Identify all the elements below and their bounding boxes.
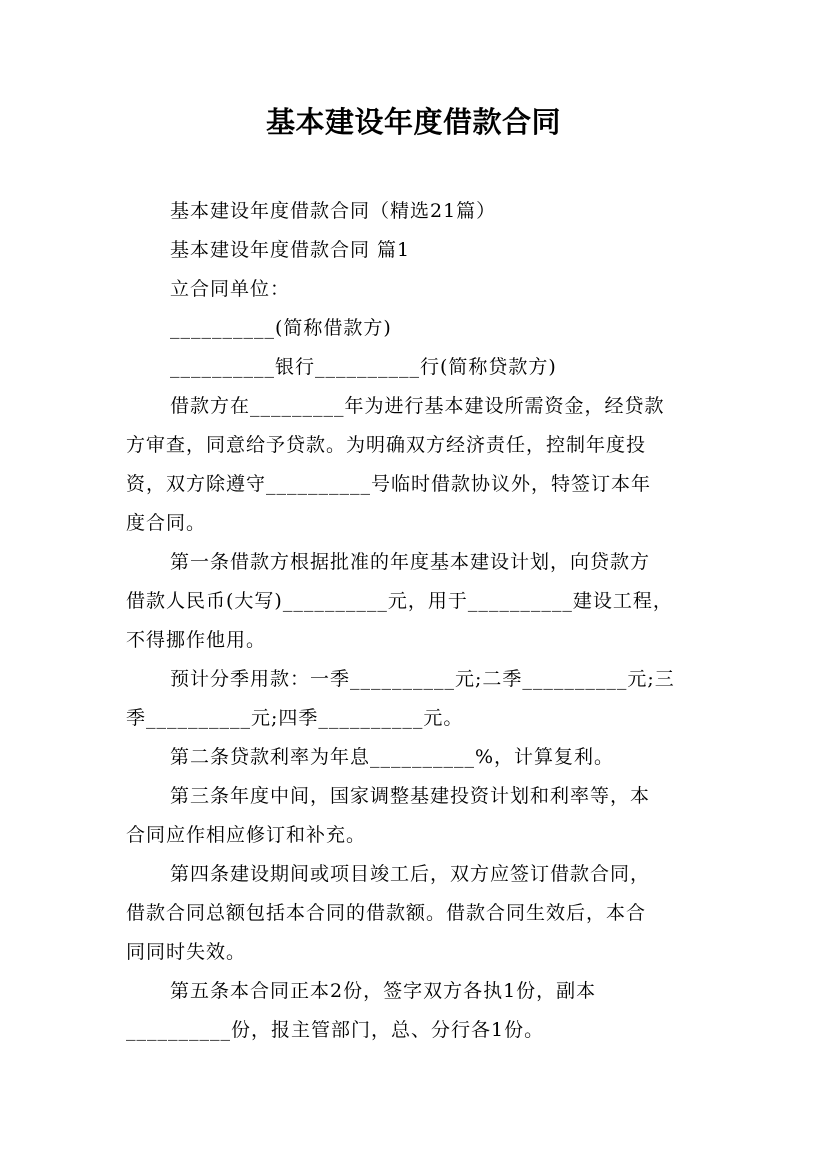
paragraph-line: 度合同。 (126, 512, 207, 534)
article-4-line: 借款合同总额包括本合同的借款额。借款合同生效后，本合 (126, 902, 647, 924)
document-title: 基本建设年度借款合同 (265, 105, 561, 139)
article-1-line: 第一条借款方根据批准的年度基本建设计划，向贷款方 (170, 551, 651, 573)
parties-label: 立合同单位： (170, 278, 291, 300)
lender-blank: __________银行__________行(简称贷款方) (170, 356, 557, 378)
article-4-line: 第四条建设期间或项目竣工后，双方应签订借款合同， (170, 863, 651, 885)
article-1-line: 不得挪作他用。 (126, 629, 267, 651)
article-5-line: 第五条本合同正本2份，签字双方各执1份，副本 (170, 980, 597, 1002)
article-3-line: 合同应作相应修订和补充。 (126, 824, 367, 846)
paragraph-line: 资，双方除遵守__________号临时借款协议外，特签订本年 (126, 473, 652, 495)
quarterly-usage-line: 预计分季用款：一季__________元;二季__________元;三 (170, 668, 675, 690)
paragraph-line: 借款方在_________年为进行基本建设所需资金，经贷款 (170, 395, 665, 417)
article-1-line: 借款人民币(大写)__________元，用于__________建设工程， (126, 590, 673, 612)
paragraph-line: 方审查，同意给予贷款。为明确双方经济责任，控制年度投 (126, 434, 647, 456)
borrower-blank: __________(简称借款方) (170, 317, 392, 339)
article-3-line: 第三条年度中间，国家调整基建投资计划和利率等，本 (170, 785, 651, 807)
section-heading: 基本建设年度借款合同 篇1 (170, 239, 411, 261)
article-2-line: 第二条贷款利率为年息__________%，计算复利。 (170, 746, 615, 768)
collection-title: 基本建设年度借款合同（精选21篇） (170, 200, 497, 222)
article-4-line: 同同时失效。 (126, 941, 247, 963)
article-5-line: __________份，报主管部门，总、分行各1份。 (126, 1019, 545, 1041)
quarterly-usage-line: 季__________元;四季__________元。 (126, 707, 464, 729)
